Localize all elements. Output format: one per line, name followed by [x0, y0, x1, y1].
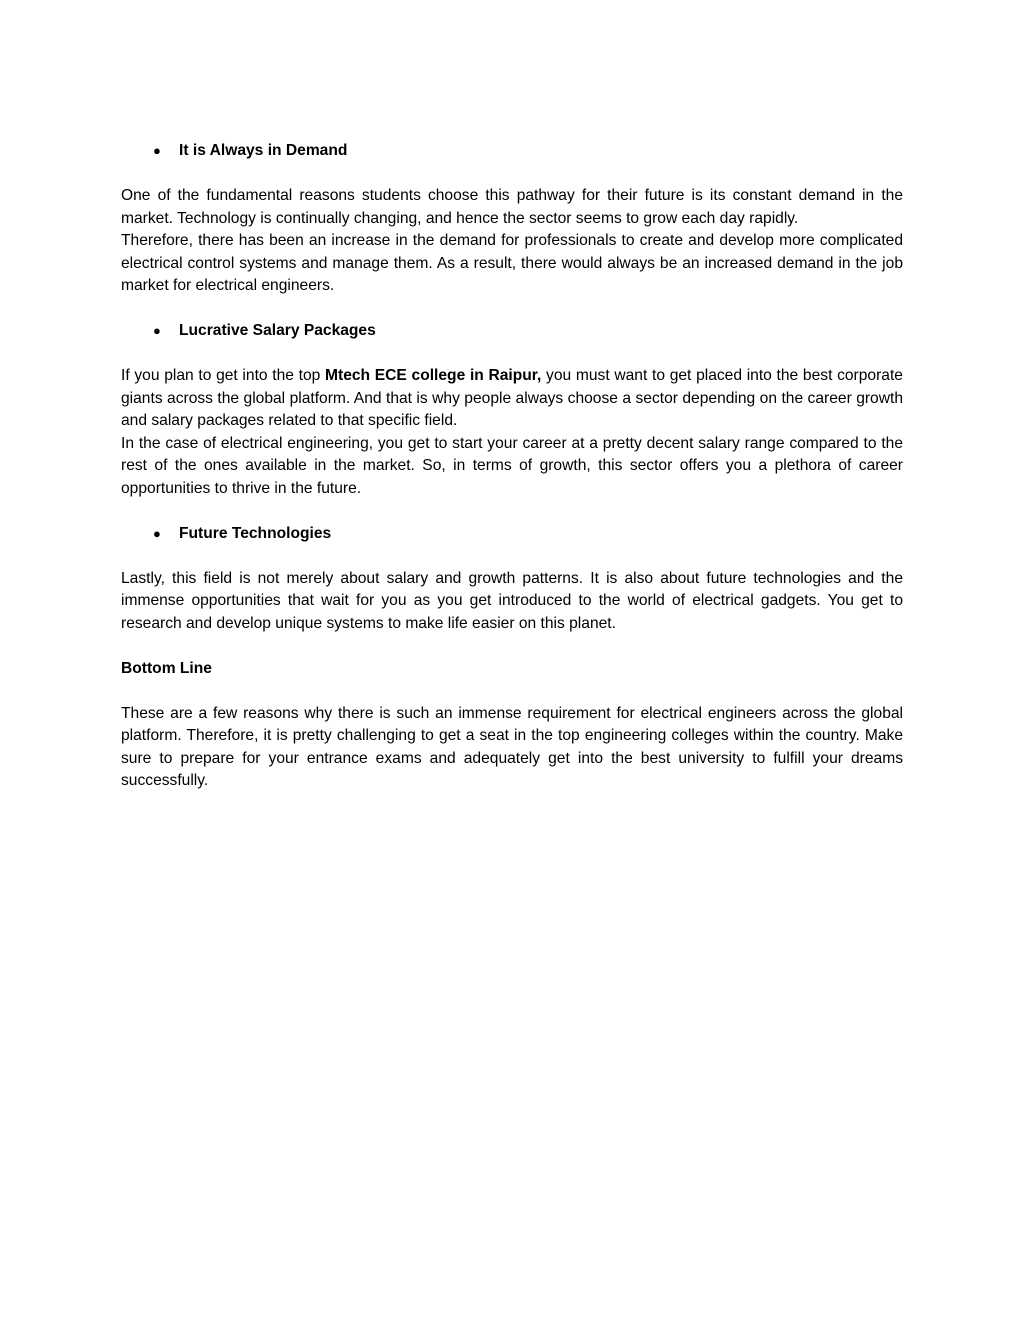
paragraph-text: Therefore, there has been an increase in the demand for professionals to create and develop more complicated electrical control systems and manage them. As a result, there would always be an increased demand in the job market for electrical engineers.: [121, 232, 903, 294]
section-heading: Lucrative Salary Packages: [179, 322, 376, 339]
bullet-heading-future-technologies: [121, 523, 903, 546]
bullet-icon: ●: [153, 323, 161, 338]
bullet-heading-always-in-demand: [121, 140, 903, 163]
bottom-line-heading: Bottom Line: [121, 659, 212, 677]
section-heading: It is Always in Demand: [179, 142, 348, 159]
paragraph-future: [121, 568, 903, 636]
section-heading: Future Technologies: [179, 524, 332, 542]
paragraph-text: [121, 365, 903, 433]
paragraph-salary: [121, 365, 903, 500]
paragraph-text-segment: you must want to get placed into the best corporate giants across the global platform. And that is why people always choose a sector depending on the career growth and salary packages related to that specific field.: [121, 367, 903, 429]
paragraph-bottom-line: [121, 703, 903, 793]
paragraph-text: These are a few reasons why there is such an immense requirement for electrical engineers across the global platform. Therefore, it is pretty challenging to get a seat in the top engineering colleges within the country. Make sure to prepare for your entrance exams and adequately get into the best university to fulfill your dreams successfully.: [121, 704, 903, 789]
bullet-heading-salary-packages: [121, 320, 903, 343]
paragraph-text: Lastly, this field is not merely about salary and growth patterns. It is also about future technologies and the immense opportunities that wait for you as you get introduced to the world of electrical gadgets. You get to research and develop unique systems to make life easier on this planet.: [121, 569, 903, 632]
paragraph-text: In the case of electrical engineering, you get to start your career at a pretty decent salary range compared to the rest of the ones available in the market. So, in terms of growth, this sector offers you a plethora of career opportunities to thrive in the future.: [121, 434, 903, 497]
paragraph-demand: [121, 185, 903, 298]
bold-college-name: Mtech ECE college in Raipur,: [325, 367, 542, 384]
paragraph-text: One of the fundamental reasons students choose this pathway for their future is its constant demand in the market. Technology is continually changing, and hence the sector seems to grow each day rapidly.: [121, 187, 903, 227]
document-body: [121, 140, 903, 815]
paragraph-text-segment: If you plan to get into the top: [121, 367, 326, 384]
bullet-icon: ●: [153, 143, 161, 158]
bullet-icon: ●: [153, 525, 161, 541]
